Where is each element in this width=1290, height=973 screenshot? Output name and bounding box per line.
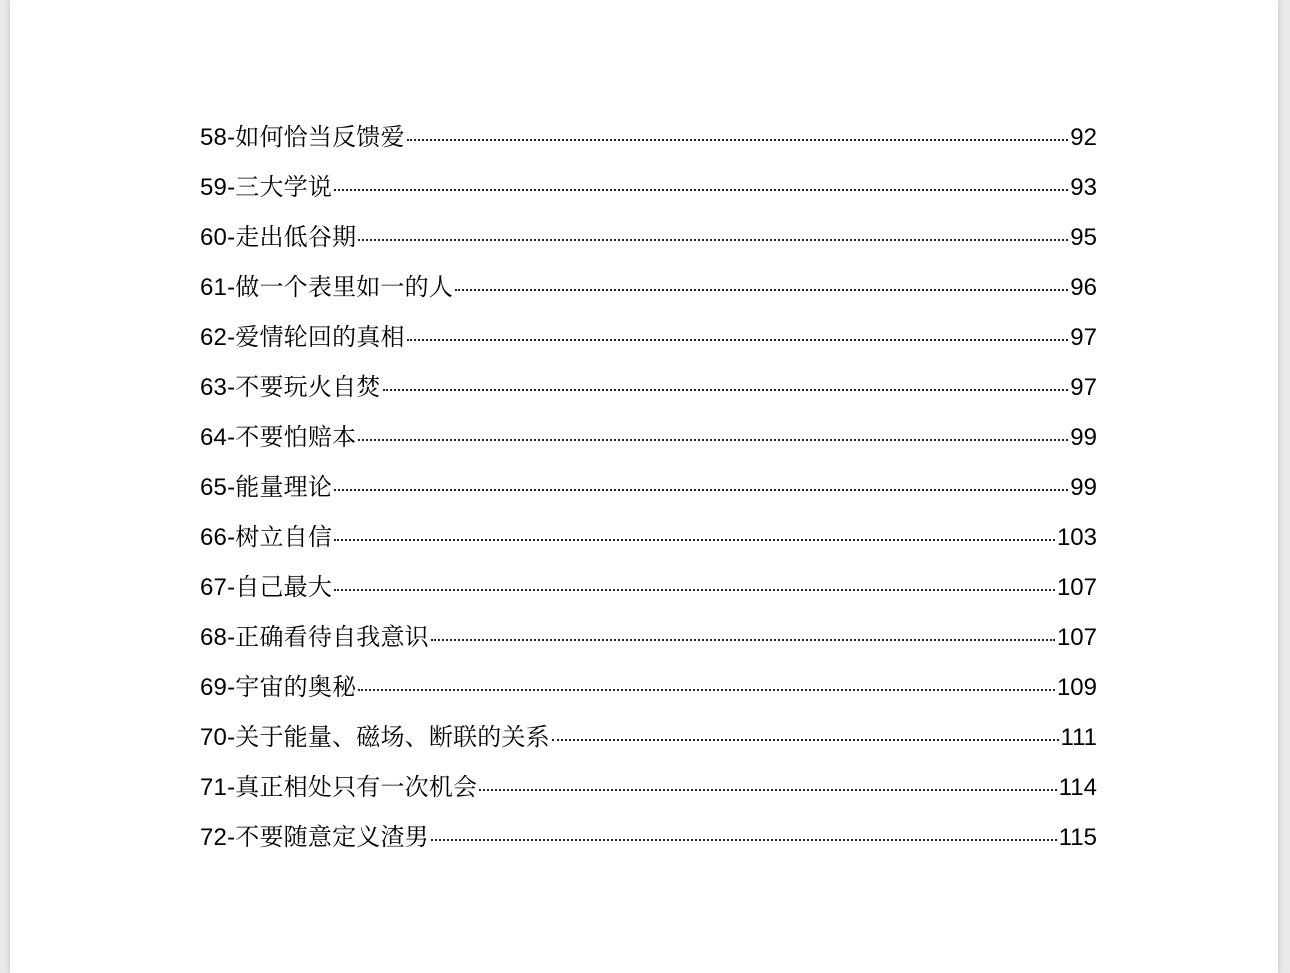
toc-entry-title: 68-正确看待自我意识: [200, 624, 429, 651]
toc-entry-title: 69-宇宙的奥秘: [200, 674, 357, 701]
toc-leader-dots: [479, 789, 1056, 791]
toc-leader-dots: [358, 239, 1068, 241]
toc-entry-title: 58-如何恰当反馈爱: [200, 124, 405, 151]
toc-entry-title: 70-关于能量、磁场、断联的关系: [200, 724, 550, 751]
toc-leader-dots: [407, 339, 1069, 341]
toc-entry[interactable]: [200, 813, 1097, 863]
toc-entry-title: 72-不要随意定义渣男: [200, 824, 429, 851]
toc-entry-title: 65-能量理论: [200, 474, 333, 501]
toc-entry-title: 71-真正相处只有一次机会: [200, 774, 478, 801]
toc-leader-dots: [431, 839, 1057, 841]
toc-entry-page: 93: [1070, 174, 1097, 201]
toc-leader-dots: [334, 189, 1068, 191]
toc-entry-page: 96: [1070, 274, 1097, 301]
toc-entry[interactable]: [200, 713, 1097, 763]
toc-entry-page: 99: [1070, 474, 1097, 501]
toc-leader-dots: [431, 639, 1055, 641]
toc-entry[interactable]: [200, 413, 1097, 463]
toc-entry-page: 107: [1056, 624, 1097, 651]
toc-entry-title: 64-不要怕赔本: [200, 424, 357, 451]
toc-leader-dots: [358, 689, 1055, 691]
toc-entry-page: 109: [1056, 674, 1097, 701]
toc-entry-page: 111: [1060, 724, 1097, 751]
toc-leader-dots: [334, 539, 1055, 541]
toc-entry[interactable]: [200, 513, 1097, 563]
toc-entry-page: 97: [1070, 374, 1097, 401]
toc-entry[interactable]: [200, 463, 1097, 513]
toc-leader-dots: [358, 439, 1068, 441]
toc-entry-page: 92: [1070, 124, 1097, 151]
toc-entry-title: 67-自己最大: [200, 574, 333, 601]
toc-leader-dots: [334, 589, 1055, 591]
toc-entry[interactable]: [200, 763, 1097, 813]
toc-entry[interactable]: [200, 363, 1097, 413]
toc-entry-title: 66-树立自信: [200, 524, 333, 551]
toc-entry-title: 61-做一个表里如一的人: [200, 274, 454, 301]
toc-entry-page: 99: [1070, 424, 1097, 451]
toc-entry-page: 115: [1058, 824, 1097, 851]
table-of-contents: [200, 113, 1097, 863]
toc-entry[interactable]: [200, 213, 1097, 263]
toc-entry-page: 97: [1070, 324, 1097, 351]
document-page: [10, 0, 1278, 973]
toc-leader-dots: [407, 139, 1069, 141]
toc-leader-dots: [334, 489, 1068, 491]
toc-entry-title: 63-不要玩火自焚: [200, 374, 381, 401]
toc-entry-page: 114: [1058, 774, 1097, 801]
toc-leader-dots: [552, 739, 1059, 741]
toc-entry[interactable]: [200, 163, 1097, 213]
toc-entry-page: 103: [1056, 524, 1097, 551]
toc-leader-dots: [455, 289, 1068, 291]
toc-entry-title: 60-走出低谷期: [200, 224, 357, 251]
toc-leader-dots: [383, 389, 1069, 391]
toc-entry-page: 107: [1056, 574, 1097, 601]
toc-entry-title: 59-三大学说: [200, 174, 333, 201]
toc-entry[interactable]: [200, 563, 1097, 613]
toc-entry-title: 62-爱情轮回的真相: [200, 324, 405, 351]
toc-entry[interactable]: [200, 263, 1097, 313]
toc-entry-page: 95: [1070, 224, 1097, 251]
toc-entry[interactable]: [200, 313, 1097, 363]
toc-entry[interactable]: [200, 613, 1097, 663]
toc-entry[interactable]: [200, 113, 1097, 163]
toc-entry[interactable]: [200, 663, 1097, 713]
